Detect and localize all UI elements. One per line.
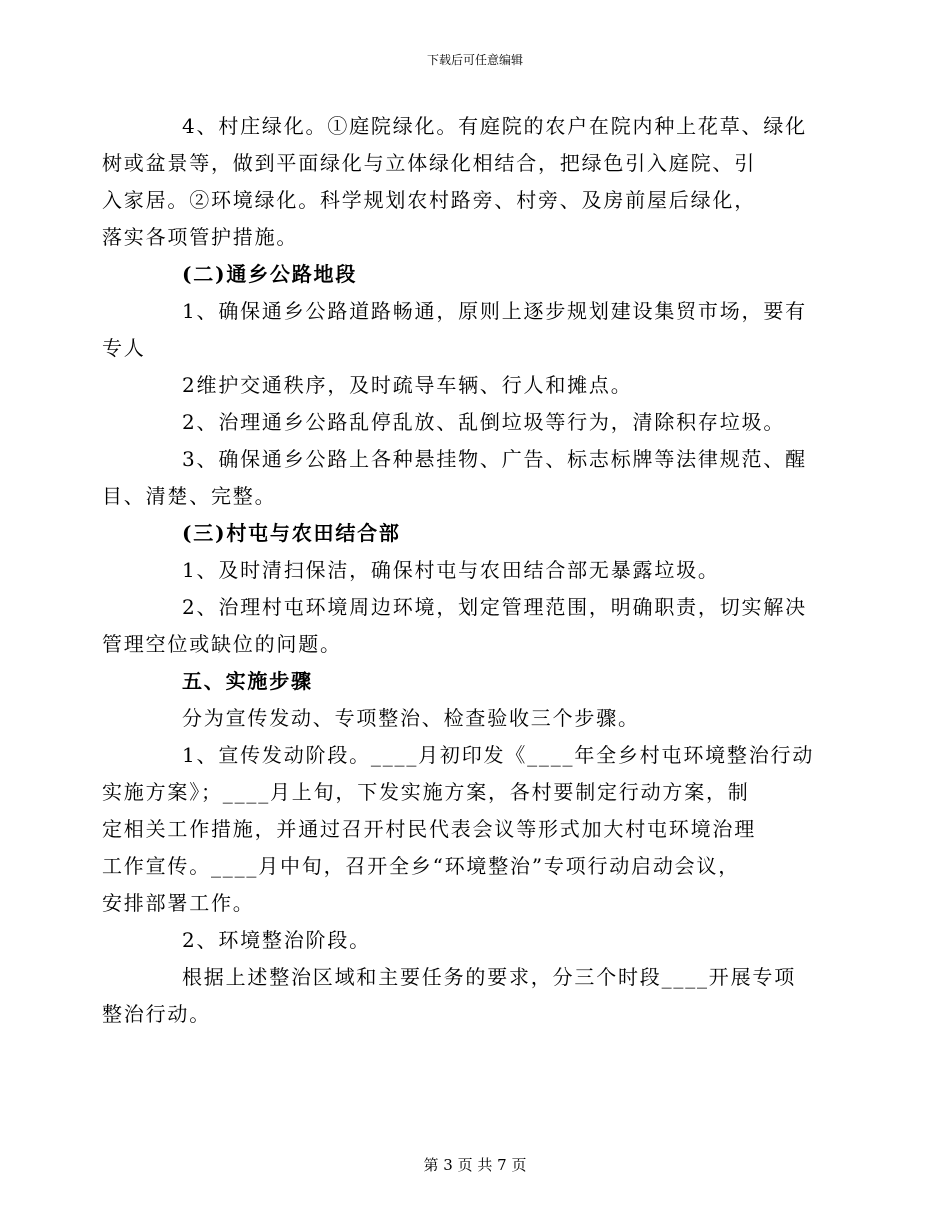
text-line: 整治行动。 — [102, 1002, 211, 1026]
section-heading — [142, 515, 810, 552]
page-footer: 第 3 页 共 7 页 — [423, 1156, 527, 1174]
text-line: 专人 — [102, 336, 146, 360]
page-header: 下载后可任意编辑 — [426, 53, 523, 67]
text-line: 分为宣传发动、专项整治、检查验收三个步骤。 — [182, 706, 640, 730]
body-paragraph — [102, 589, 810, 663]
text-line: 定相关工作措施，并通过召开村民代表会议等形式加大村屯环境治理 — [102, 817, 756, 841]
document-body — [102, 108, 815, 1033]
body-paragraph — [142, 552, 810, 589]
text-line: 管理空位或缺位的问题。 — [102, 632, 342, 656]
text-line: 1、宣传发动阶段。____月初印发《____年全乡村屯环境整治行动 — [182, 743, 815, 767]
text-line: 4、村庄绿化。①庭院绿化。有庭院的农户在院内种上花草、绿化 — [182, 114, 807, 138]
body-paragraph — [102, 108, 810, 256]
body-paragraph — [142, 404, 810, 441]
text-line: (二)通乡公路地段 — [182, 262, 358, 286]
text-line: 安排部署工作。 — [102, 891, 255, 915]
body-paragraph — [102, 293, 810, 367]
body-paragraph — [142, 922, 810, 959]
text-line: (三)村屯与农田结合部 — [182, 521, 401, 545]
body-paragraph — [102, 959, 810, 1033]
text-line: 实施方案》；____月上旬，下发实施方案，各村要制定行动方案，制 — [102, 780, 750, 804]
body-paragraph — [102, 441, 810, 515]
body-paragraph — [142, 700, 810, 737]
text-line: 1、确保通乡公路道路畅通，原则上逐步规划建设集贸市场，要有 — [182, 299, 807, 323]
text-line: 落实各项管护措施。 — [102, 225, 299, 249]
text-line: 2、治理村屯环境周边环境，划定管理范围，明确职责，切实解决 — [182, 595, 807, 619]
text-line: 工作宣传。____月中旬，召开全乡“环境整治”专项行动启动会议， — [102, 854, 741, 878]
text-line: 3、确保通乡公路上各种悬挂物、广告、标志标牌等法律规范、醒 — [182, 447, 807, 471]
section-heading — [142, 663, 810, 700]
text-line: 2维护交通秩序，及时疏导车辆、行人和摊点。 — [182, 373, 633, 397]
text-line: 树或盆景等，做到平面绿化与立体绿化相结合，把绿色引入庭院、引 — [102, 151, 756, 175]
body-paragraph — [142, 367, 810, 404]
text-line: 2、环境整治阶段。 — [182, 928, 371, 952]
text-line: 五、实施步骤 — [182, 669, 313, 693]
text-line: 根据上述整治区域和主要任务的要求，分三个时段____开展专项 — [182, 965, 796, 989]
text-line: 1、及时清扫保洁，确保村屯与农田结合部无暴露垃圾。 — [182, 558, 720, 582]
section-heading — [142, 256, 810, 293]
text-line: 2、治理通乡公路乱停乱放、乱倒垃圾等行为，清除积存垃圾。 — [182, 410, 786, 434]
text-line: 入家居。②环境绿化。科学规划农村路旁、村旁、及房前屋后绿化， — [102, 188, 756, 212]
body-paragraph — [102, 737, 815, 922]
text-line: 目、清楚、完整。 — [102, 484, 277, 508]
